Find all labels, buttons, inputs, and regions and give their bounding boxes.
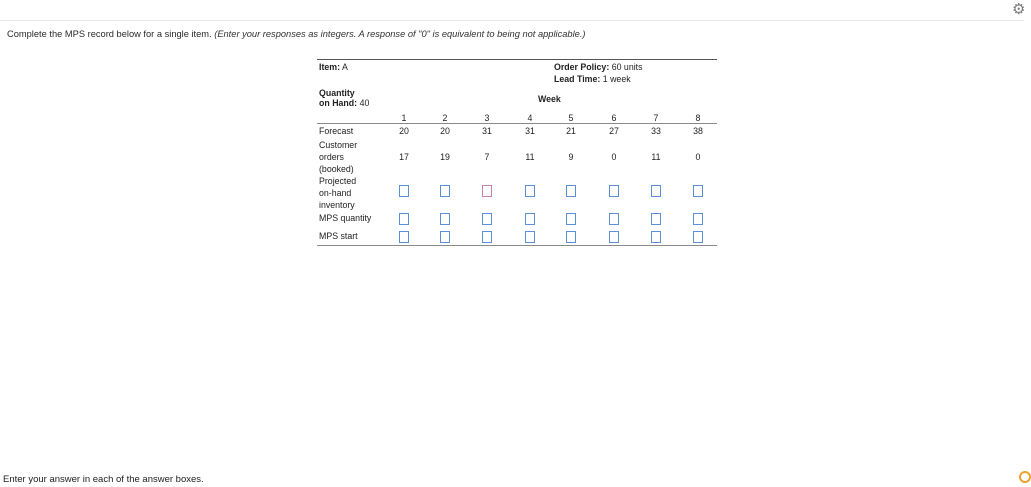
order-policy-value: 60 units (611, 62, 643, 72)
projected-inventory-input-week-6[interactable] (609, 185, 619, 197)
customer-orders-week-3: 7 (484, 152, 490, 162)
mps-start-input-week-4[interactable] (525, 231, 535, 243)
projected-inventory-input-week-7[interactable] (651, 185, 661, 197)
week-number-week-5: 5 (568, 113, 574, 123)
week-number-week-8: 8 (695, 113, 701, 123)
forecast-week-1: 20 (399, 126, 409, 136)
customer-orders-week-6: 0 (611, 152, 617, 162)
forecast-week-5: 21 (566, 126, 576, 136)
record-bottom-border (317, 245, 717, 246)
forecast-week-6: 27 (609, 126, 619, 136)
mps-quantity-input-week-8[interactable] (693, 213, 703, 225)
forecast-week-7: 33 (651, 126, 661, 136)
projected-label-line1: Projected (319, 176, 357, 186)
item-value: A (342, 62, 348, 72)
projected-inventory-input-week-1[interactable] (399, 185, 409, 197)
mps-start-input-week-6[interactable] (609, 231, 619, 243)
instruction-main: Complete the MPS record below for a single item. (7, 29, 212, 39)
projected-inventory-label (319, 175, 356, 211)
lead-time-value: 1 week (602, 74, 631, 84)
quantity-on-hand-field (319, 88, 369, 108)
mps-quantity-input-week-5[interactable] (566, 213, 576, 225)
order-policy-label: Order Policy: (554, 62, 610, 72)
customer-orders-week-7: 11 (651, 152, 661, 162)
mps-quantity-input-week-1[interactable] (399, 213, 409, 225)
projected-inventory-input-week-5[interactable] (566, 185, 576, 197)
week-number-week-2: 2 (442, 113, 448, 123)
forecast-week-3: 31 (482, 126, 492, 136)
mps-start-input-week-3[interactable] (482, 231, 492, 243)
projected-inventory-input-week-3[interactable] (482, 185, 492, 197)
week-number-week-7: 7 (653, 113, 659, 123)
mps-quantity-input-week-6[interactable] (609, 213, 619, 225)
week-number-week-6: 6 (611, 113, 617, 123)
qoh-label-line2: on Hand: (319, 98, 358, 108)
projected-label-line3: inventory (319, 200, 355, 210)
customer-orders-week-5: 9 (568, 152, 574, 162)
qoh-label-line1: Quantity (319, 88, 355, 98)
item-label: Item: (319, 62, 341, 72)
week-heading (538, 94, 561, 104)
forecast-week-2: 20 (440, 126, 450, 136)
projected-inventory-input-week-2[interactable] (440, 185, 450, 197)
mps-quantity-input-week-7[interactable] (651, 213, 661, 225)
lead-time-label: Lead Time: (554, 74, 601, 84)
mps-start-input-week-5[interactable] (566, 231, 576, 243)
customer-orders-label-line3: (booked) (319, 164, 354, 174)
mps-quantity-input-week-4[interactable] (525, 213, 535, 225)
customer-orders-label-line1: Customer (319, 140, 358, 150)
forecast-week-4: 31 (525, 126, 535, 136)
customer-orders-label-line2: orders (319, 152, 344, 162)
projected-inventory-input-week-8[interactable] (693, 185, 703, 197)
customer-orders-week-1: 17 (399, 152, 409, 162)
mps-record (317, 59, 717, 249)
footer-instruction: Enter your answer in each of the answer boxes. (3, 474, 204, 485)
customer-orders-label (319, 139, 357, 175)
mps-quantity-label: MPS quantity (319, 213, 372, 223)
mps-start-input-week-8[interactable] (693, 231, 703, 243)
instruction-note: (Enter your responses as integers. A response of "0" is equivalent to being not applicable.) (214, 29, 586, 39)
customer-orders-week-4: 11 (525, 152, 535, 162)
top-divider (0, 20, 1024, 21)
week-label: Week (538, 94, 561, 104)
qoh-value: 40 (359, 98, 370, 108)
mps-start-input-week-2[interactable] (440, 231, 450, 243)
mps-start-input-week-1[interactable] (399, 231, 409, 243)
header-divider (317, 123, 717, 124)
customer-orders-week-2: 19 (440, 152, 450, 162)
record-top-border (317, 59, 717, 60)
order-policy-field (554, 62, 643, 72)
forecast-label: Forecast (319, 126, 354, 136)
help-icon[interactable] (1019, 471, 1031, 483)
gear-icon[interactable]: ⚙ (1012, 1, 1026, 18)
mps-start-label: MPS start (319, 231, 358, 241)
mps-quantity-input-week-3[interactable] (482, 213, 492, 225)
week-number-week-4: 4 (527, 113, 533, 123)
mps-start-input-week-7[interactable] (651, 231, 661, 243)
week-number-week-3: 3 (484, 113, 490, 123)
customer-orders-week-8: 0 (695, 152, 701, 162)
lead-time-field (554, 74, 631, 84)
projected-inventory-input-week-4[interactable] (525, 185, 535, 197)
forecast-week-8: 38 (693, 126, 703, 136)
instruction-text (7, 29, 586, 39)
item-field (319, 62, 348, 72)
mps-quantity-input-week-2[interactable] (440, 213, 450, 225)
week-number-week-1: 1 (401, 113, 407, 123)
projected-label-line2: on-hand (319, 188, 352, 198)
